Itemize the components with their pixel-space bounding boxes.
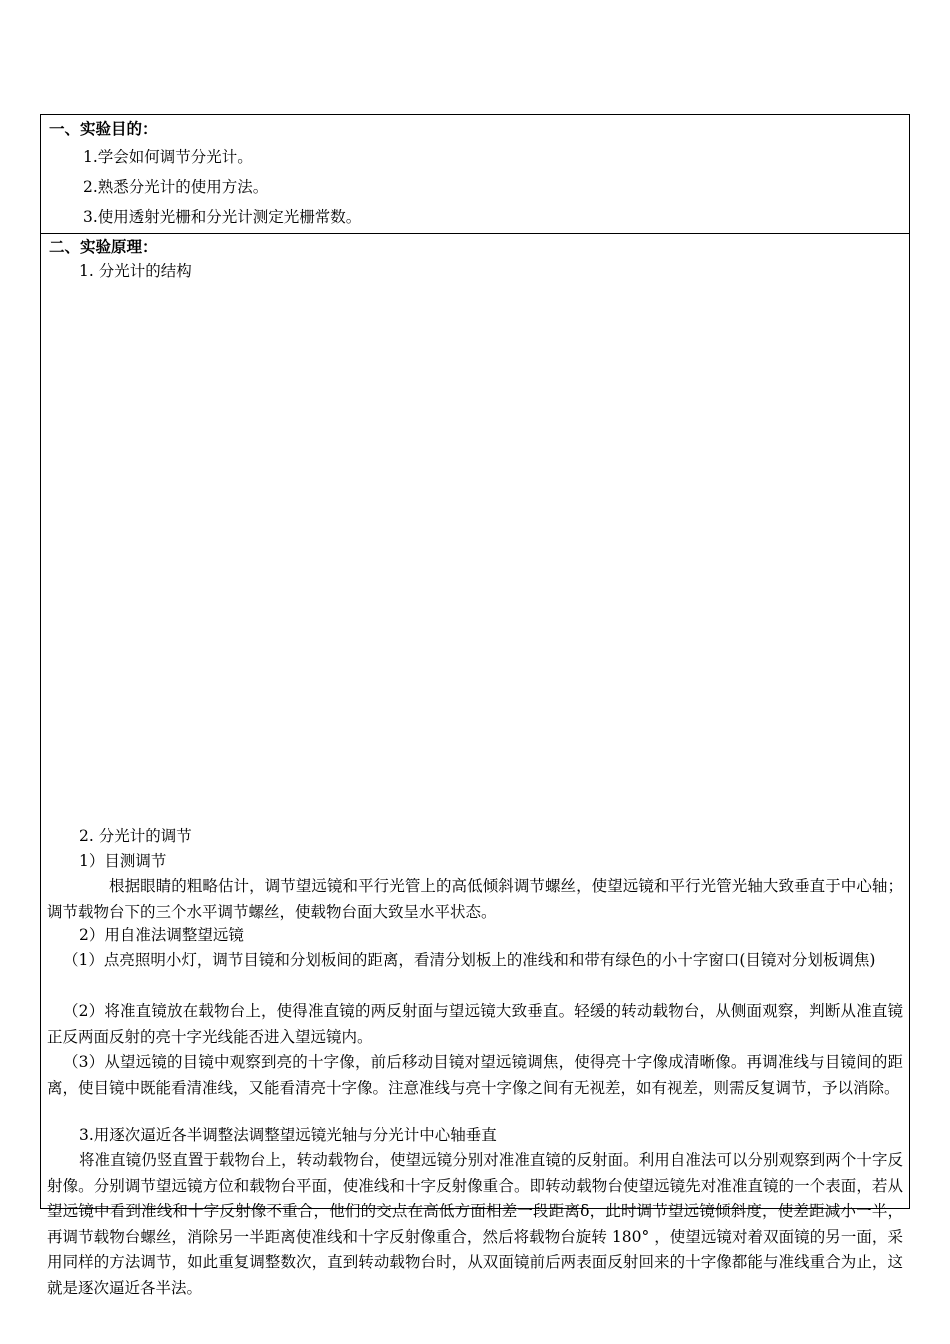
step1-paragraph: 根据眼睛的粗略估计，调节望远镜和平行光管上的高低倾斜调节螺丝，使望远镜和平行光管光轴大致垂直于中心轴；调节载物台下的三个水平调节螺丝，使载物台面大致呈水平状态。 bbox=[47, 877, 903, 921]
structure-figure-area bbox=[47, 406, 903, 826]
step2-paragraph-2: （2）将准直镜放在载物台上，使得准直镜的两反射面与望远镜大致垂直。轻缓的转动载物台，从侧面观察，判断从准直镜正反两面反射的亮十字光线能否进入望远镜内。 bbox=[47, 1002, 903, 1046]
structure-title: 1. 分光计的结构 bbox=[79, 262, 192, 280]
section-objectives bbox=[41, 115, 909, 233]
objective-item-2: 2.熟悉分光计的使用方法。 bbox=[83, 178, 269, 196]
step3-paragraph: 将准直镜仍竖直置于载物台上，转动载物台，使望远镜分别对准准直镜的反射面。利用自准法可以分别观察到两个十字反射像。分别调节望远镜方位和载物台平面，使准线和十字反射像重合。即转动载物台使望远镜先对准准直镜的一个表面，若从望远镜中看到准线和十字反射像不重合，他们的交点在高低方面相差一段距离δ，此时调节望远镜倾斜度，使差距减小一半，再调节载物台螺丝，消除另一半距离使准线和十字反射像重合，然后将载物台旋转 180° ，使望远镜对着双面镜的另一面，采用同样的方法调节，如此重复调整数次，直到转动载物台时，从双面镜前后两表面反射回来的十字像都能与准线重合为止，这就是逐次逼近各半法。 bbox=[47, 1151, 903, 1297]
step2-title: 2）用自准法调整望远镜 bbox=[79, 926, 244, 944]
objective-item-3: 3.使用透射光栅和分光计测定光栅常数。 bbox=[83, 208, 362, 226]
objective-item-1: 1.学会如何调节分光计。 bbox=[83, 148, 253, 166]
section-principles bbox=[41, 233, 909, 1297]
step1-title: 1）目测调节 bbox=[79, 852, 167, 870]
adjust-title: 2. 分光计的调节 bbox=[79, 827, 192, 845]
objectives-heading: 一、实验目的： bbox=[49, 120, 158, 138]
principles-heading: 二、实验原理： bbox=[49, 238, 158, 256]
step2-paragraph-3: （3）从望远镜的目镜中观察到亮的十字像，前后移动目镜对望远镜调焦，使得亮十字像成清晰像。再调准线与目镜间的距离，使目镜中既能看清准线，又能看清亮十字像。注意准线与亮十字像之间有无视差，如有视差，则需反复调节，予以消除。 bbox=[47, 1053, 903, 1097]
report-table bbox=[40, 114, 910, 1297]
step3-title: 3.用逐次逼近各半调整法调整望远镜光轴与分光计中心轴垂直 bbox=[79, 1126, 497, 1144]
step2-paragraph-1: （1）点亮照明小灯，调节目镜和分划板间的距离，看清分划板上的准线和和带有绿色的小十字窗口(目镜对分划板调焦) bbox=[63, 951, 876, 969]
